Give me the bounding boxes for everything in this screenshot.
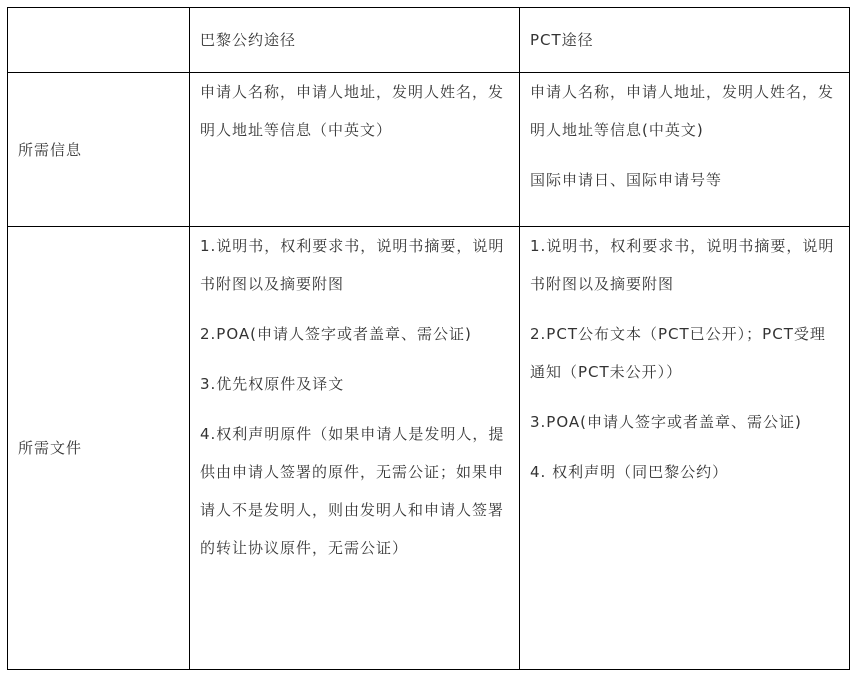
cell-paragraph: 2.PCT公布文本（PCT已公开）；PCT受理通知（PCT未公开）） bbox=[530, 325, 826, 381]
cell-pct-docs bbox=[520, 227, 850, 670]
row-label-docs: 所需文件 bbox=[8, 227, 190, 670]
cell-paris-docs bbox=[190, 227, 520, 670]
header-pct-cell: PCT途径 bbox=[520, 8, 850, 73]
cell-paragraph: 3.优先权原件及译文 bbox=[200, 375, 345, 393]
cell-paragraph: 2.POA(申请人签字或者盖章、需公证) bbox=[200, 325, 472, 343]
table-row bbox=[8, 227, 850, 670]
comparison-table bbox=[7, 7, 850, 670]
cell-paris-info bbox=[190, 73, 520, 227]
cell-pct-info bbox=[520, 73, 850, 227]
cell-paragraph: 申请人名称，申请人地址，发明人姓名，发明人地址等信息（中英文） bbox=[200, 83, 505, 139]
cell-paragraph: 1.说明书，权利要求书，说明书摘要，说明书附图以及摘要附图 bbox=[530, 237, 835, 293]
header-row bbox=[8, 8, 850, 73]
cell-paragraph: 申请人名称，申请人地址，发明人姓名，发明人地址等信息(中英文) bbox=[530, 83, 835, 139]
cell-paragraph: 3.POA(申请人签字或者盖章、需公证) bbox=[530, 413, 802, 431]
cell-paragraph: 1.说明书，权利要求书，说明书摘要，说明书附图以及摘要附图 bbox=[200, 237, 505, 293]
header-empty-cell bbox=[8, 8, 190, 73]
cell-paragraph: 4.权利声明原件（如果申请人是发明人，提供由申请人签署的原件，无需公证；如果申请人不是发明人，则由发明人和申请人签署的转让协议原件，无需公证） bbox=[200, 425, 505, 557]
cell-paragraph: 4. 权利声明（同巴黎公约） bbox=[530, 463, 729, 481]
header-paris-cell: 巴黎公约途径 bbox=[190, 8, 520, 73]
row-label-info: 所需信息 bbox=[8, 73, 190, 227]
cell-paragraph: 国际申请日、国际申请号等 bbox=[530, 171, 723, 189]
table-row bbox=[8, 73, 850, 227]
